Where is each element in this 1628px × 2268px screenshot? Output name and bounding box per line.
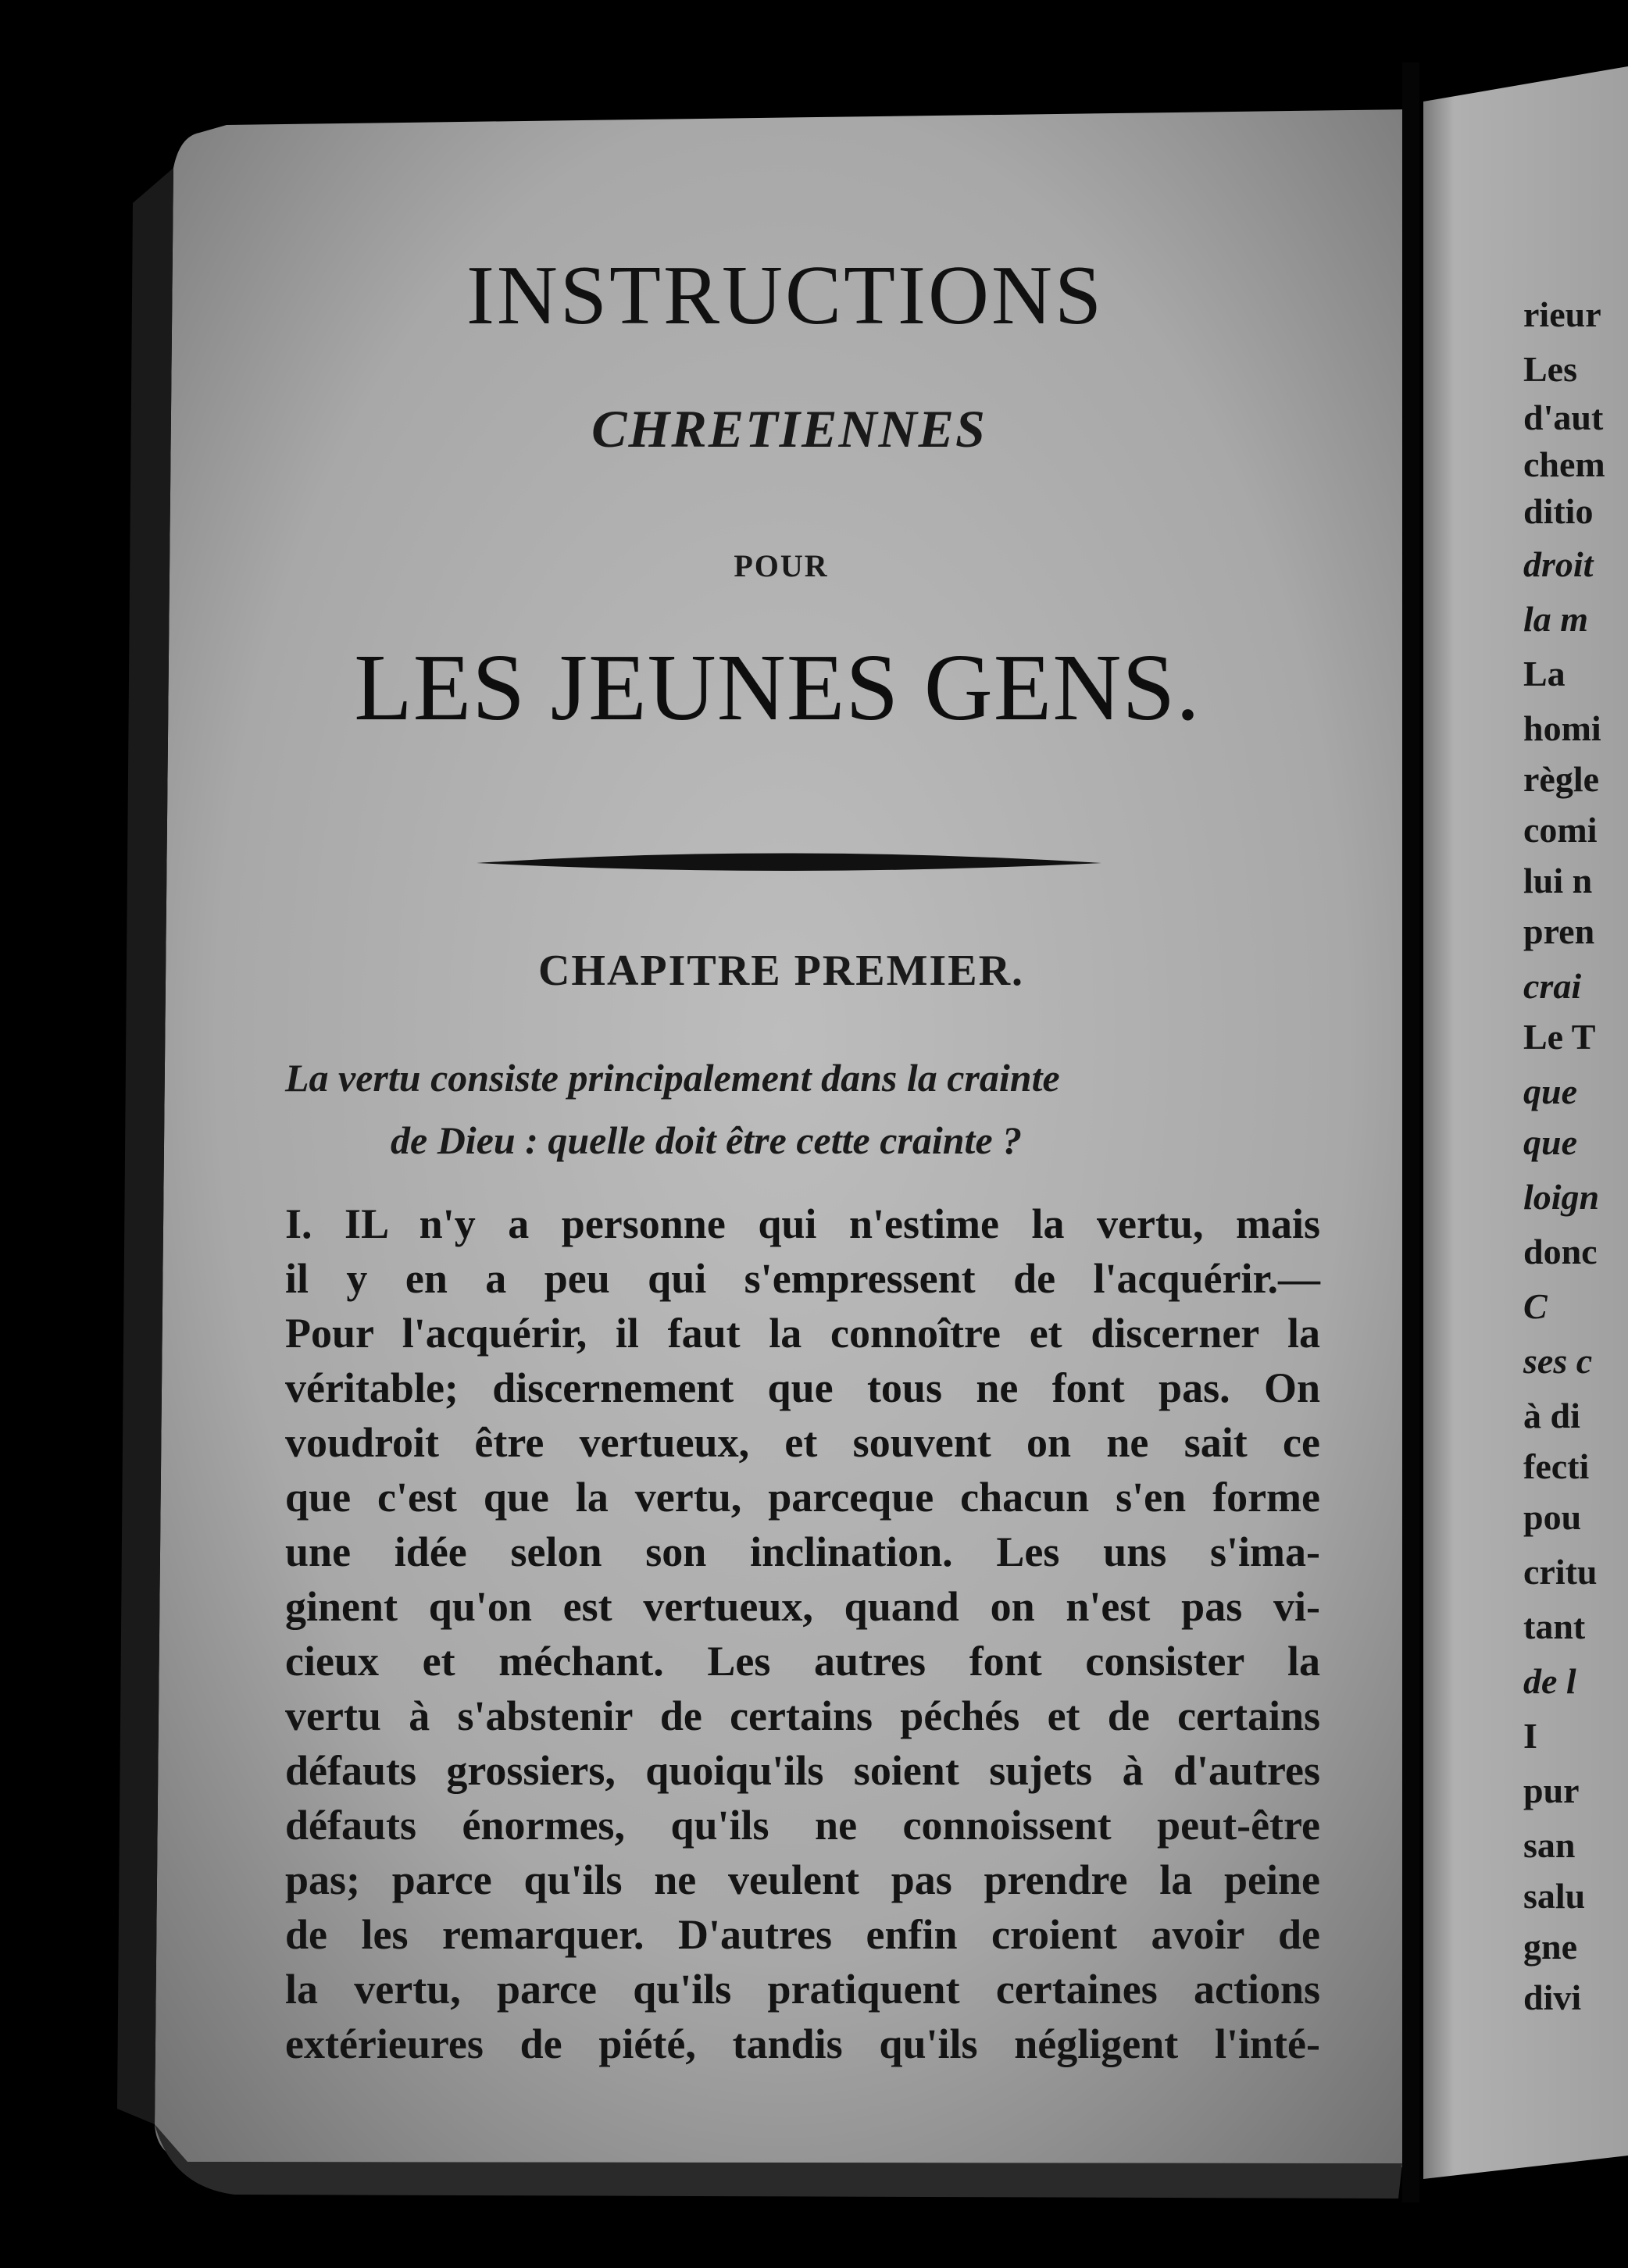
title-jeunes-gens: LES JEUNES GENS. [354,635,1201,740]
right-page-fragment: rieur [1523,294,1601,334]
title-chretiennes: CHRETIENNES [591,399,987,458]
right-page-fragment: Le T [1523,1017,1596,1057]
right-page-fragment: pur [1523,1771,1580,1810]
right-page-fragment: de l [1523,1661,1576,1701]
right-page-fragment: Les [1523,349,1577,389]
body-line: de les remarquer. D'autres enfin croient avoir de [285,1911,1320,1958]
body-line: ginent qu'on est vertueux, quand on n'est pas vi- [285,1583,1320,1630]
right-page-fragment: à di [1523,1396,1580,1435]
right-page-fragment: fecti [1523,1446,1590,1486]
right-page-fragment: salu [1523,1876,1586,1916]
right-page-fragment: que [1523,1122,1577,1162]
right-page-fragment: règle [1523,759,1600,799]
body-line: défauts énormes, qu'ils ne connoissent peut-être [285,1802,1320,1849]
title-instructions: INSTRUCTIONS [466,249,1105,342]
right-page-fragment: I [1523,1716,1537,1756]
chapter-subtitle-line-2: de Dieu : quelle doit être cette crainte ? [391,1118,1023,1162]
right-page-fragment: La [1523,654,1566,694]
body-line: la vertu, parce qu'ils pratiquent certaines actions [285,1966,1320,2013]
body-line: voudroit être vertueux, et souvent on ne sait ce [285,1419,1320,1466]
body-line: vertu à s'abstenir de certains péchés et de certains [285,1692,1320,1739]
right-page-fragment: donc [1523,1232,1598,1271]
right-page-fragment: loign [1523,1177,1600,1217]
right-page-fragment: ses c [1523,1341,1593,1381]
right-page-fragment: critu [1523,1552,1598,1592]
body-line: il y en a peu qui s'empressent de l'acquérir.— [285,1255,1320,1302]
body-line: I. IL n'y a personne qui n'estime la vertu, mais [285,1200,1320,1247]
body-line: extérieures de piété, tandis qu'ils négligent l'inté- [285,2020,1320,2067]
body-line: défauts grossiers, quoiqu'ils soient sujets à d'autres [285,1747,1320,1794]
right-page-fragment: que [1523,1072,1577,1111]
right-page-fragment: tant [1523,1606,1586,1646]
right-page-fragment: comi [1523,810,1598,850]
right-page-fragment: C [1523,1286,1548,1326]
body-line: Pour l'acquérir, il faut la connoître et discerner la [285,1310,1320,1357]
right-page-fragment: gne [1523,1927,1577,1967]
right-page-fragment: san [1523,1825,1576,1865]
right-page-fragment: ditio [1523,491,1594,531]
body-line: que c'est que la vertu, parceque chacun s'en forme [285,1474,1320,1521]
right-page-fragment: droit [1523,544,1594,584]
body-line: véritable; discernement que tous ne font pas. On [285,1364,1320,1411]
right-page-fragment: la m [1523,599,1589,639]
body-line: une idée selon son inclination. Les uns s'ima- [285,1528,1320,1575]
right-page-fragment: pou [1523,1497,1582,1537]
right-page-fragment: pren [1523,911,1595,951]
chapter-subtitle-line-1: La vertu consiste principalement dans la crainte [285,1056,1060,1100]
right-page-fragment: divi [1523,1977,1582,2017]
right-page-fragment: homi [1523,708,1601,748]
body-line: pas; parce qu'ils ne veulent pas prendre la peine [285,1856,1320,1903]
body-line: cieux et méchant. Les autres font consister la [285,1638,1320,1685]
right-page-fragment: lui n [1523,861,1593,900]
right-page-fragment: crai [1523,966,1582,1006]
right-page-fragment: chem [1523,444,1605,484]
gutter-line [1402,62,1419,2202]
right-page-fragment: d'aut [1523,398,1604,437]
title-pour: POUR [734,548,829,583]
chapter-heading: CHAPITRE PREMIER. [537,947,1025,995]
